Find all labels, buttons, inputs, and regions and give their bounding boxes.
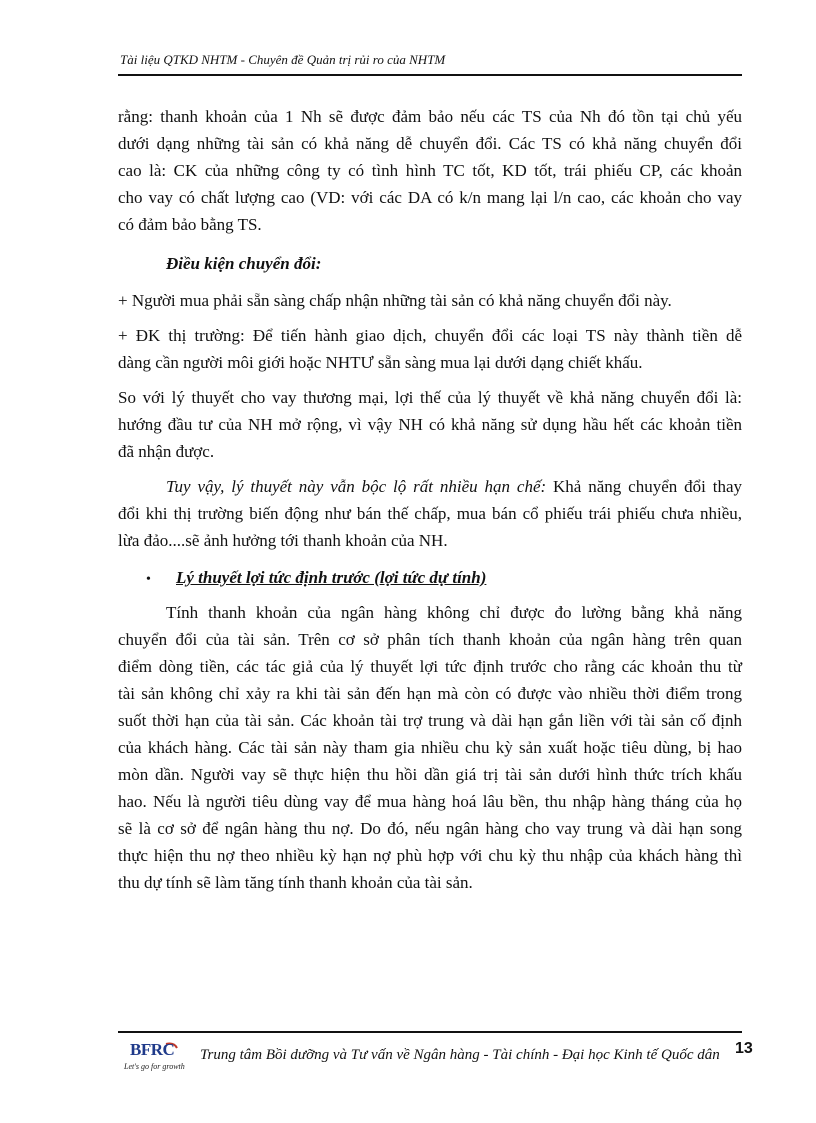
page-header-title: Tài liệu QTKD NHTM - Chuyên đề Quản trị rủi ro của NHTM bbox=[120, 52, 446, 67]
footer-institution: Trung tâm Bồi dưỡng và Tư vấn về Ngân hàng - Tài chính - Đại học Kinh tế Quốc dân bbox=[200, 1047, 720, 1063]
text-line: dàng cần người môi giới hoặc NHTƯ sẵn sàng mua lại dưới dạng chiết khấu. bbox=[118, 353, 643, 372]
text-line: sẽ là cơ sở để ngân hàng thu nợ. Do đó, nếu ngân hàng cho vay trung và dài hạn song bbox=[118, 819, 742, 838]
text-line: điểm dòng tiền, các tác giả của lý thuyết lợi tức định trước cho rằng các khoản thu từ bbox=[118, 657, 742, 676]
text-line: dưới dạng những tài sản có khả năng dễ chuyển đổi. Các TS có khả năng chuyển đổi bbox=[118, 134, 742, 153]
bfrc-logo bbox=[122, 1040, 185, 1078]
limitations-rest: Khả năng chuyển đổi thay bbox=[546, 477, 742, 496]
text-line: hao. Nếu là người tiêu dùng vay để mua hàng hoá lâu bền, thu nhập hàng tháng của họ bbox=[118, 792, 742, 811]
text-line: đổi khi thị trường biến động như bán thế chấp, mua bán cổ phiếu trái phiếu chưa nhiều, bbox=[118, 504, 742, 523]
paragraph-expected-income bbox=[118, 599, 742, 896]
text-line: Tính thanh khoản của ngân hàng không chỉ được đo lường bằng khả năng bbox=[166, 603, 742, 622]
logo-text: BFRC bbox=[130, 1040, 175, 1059]
text-line bbox=[118, 473, 742, 500]
text-line: thực hiện thu nợ theo nhiều kỳ hạn nợ phù hợp với chu kỳ thu nhập của khách hàng thì bbox=[118, 846, 742, 865]
section-heading-expected-income: Lý thuyết lợi tức định trước (lợi tức dự tính) bbox=[176, 568, 487, 587]
text-line: So với lý thuyết cho vay thương mại, lợi thế của lý thuyết về khả năng chuyển đổi là: bbox=[118, 388, 742, 407]
footer-divider bbox=[118, 1031, 742, 1033]
text-line: rằng: thanh khoản của 1 Nh sẽ được đảm bảo nếu các TS của Nh đó tồn tại chủ yếu bbox=[118, 107, 742, 126]
text-line: cao là: CK của những công ty có tình hình TC tốt, KD tốt, trái phiếu CP, các khoản bbox=[118, 161, 742, 180]
condition-market bbox=[118, 322, 742, 376]
text-line: hướng đầu tư của NH mở rộng, vì vậy NH có khả năng sử dụng hầu hết các khoản tiền bbox=[118, 415, 742, 434]
limitations-lead: Tuy vậy, lý thuyết này vẫn bộc lộ rất nhiều hạn chế: bbox=[166, 477, 547, 496]
bullet-icon: • bbox=[146, 572, 151, 587]
page-number: 13 bbox=[735, 1040, 753, 1057]
paragraph-advantages bbox=[118, 384, 742, 465]
text-line: cho vay có chất lượng cao (VD: với các DA có k/n mang lại l/n cao, các khoản cho vay bbox=[118, 188, 742, 207]
text-line: suốt thời hạn của tài sản. Các khoản tài trợ trung và dài hạn gắn liền với tài sản cố định bbox=[118, 711, 742, 730]
text-line: + ĐK thị trường: Để tiến hành giao dịch, chuyển đổi các loại TS này thành tiền dễ bbox=[118, 326, 742, 345]
logo-slogan: Let's go for growth bbox=[124, 1062, 185, 1071]
document-body bbox=[118, 103, 742, 904]
text-line: đã nhận được. bbox=[118, 442, 215, 461]
text-line: của khách hàng. Các tài sản này tham gia nhiều chu kỳ sản xuất hoặc tiêu dùng, bị hao bbox=[118, 738, 742, 757]
paragraph-limitations bbox=[118, 473, 742, 554]
section-bullet-heading bbox=[118, 564, 742, 593]
paragraph-convertibility-definition bbox=[118, 103, 742, 238]
text-line: thu dự tính sẽ làm tăng tính thanh khoản của tài sản. bbox=[118, 873, 473, 892]
text-line: lừa đảo....sẽ ảnh hưởng tới thanh khoản của NH. bbox=[118, 531, 448, 550]
condition-buyer: + Người mua phải sẵn sàng chấp nhận những tài sản có khả năng chuyển đổi này. bbox=[118, 291, 672, 310]
header-divider bbox=[118, 74, 742, 76]
text-line: chuyển đổi của tài sản. Trên cơ sở phân tích thanh khoản của ngân hàng trên quan bbox=[118, 630, 742, 649]
text-line: có đảm bảo bằng TS. bbox=[118, 215, 262, 234]
text-line: mòn dần. Người vay sẽ thực hiện thu hồi dần giá trị tài sản dưới hình thức trích khấu bbox=[118, 765, 742, 784]
text-line: tài sản không chỉ xảy ra khi tài sản đến hạn mà còn có được vào nhiều thời điểm trong bbox=[118, 684, 742, 703]
conditions-heading: Điều kiện chuyển đổi: bbox=[166, 254, 322, 273]
